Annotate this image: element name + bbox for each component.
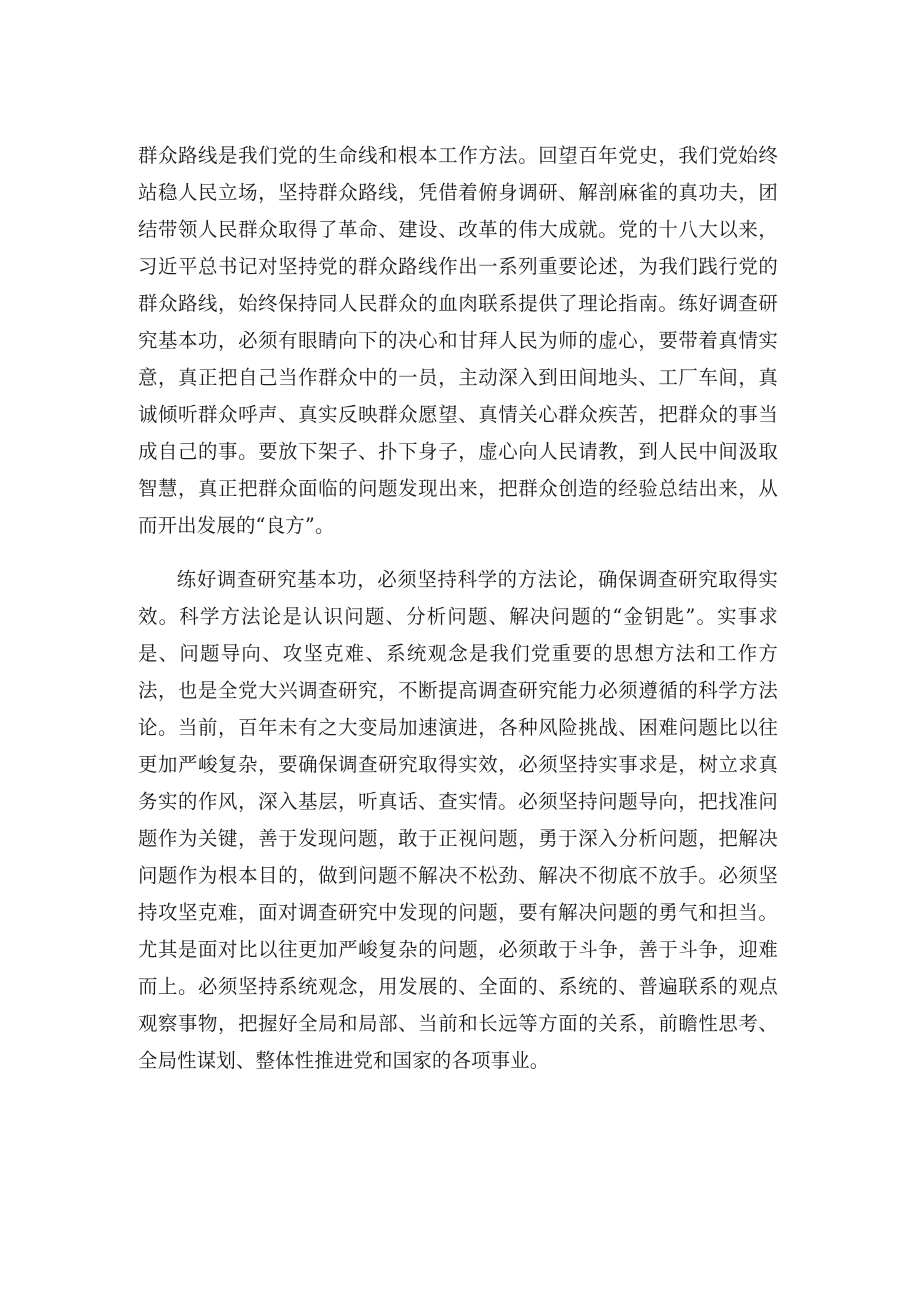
- document-body: [138, 137, 778, 1079]
- paragraph-1: 群众路线是我们党的生命线和根本工作方法。回望百年党史，我们党始终站稳人民立场，坚持群众路线，凭借着俯身调研、解剖麻雀的真功夫，团结带领人民群众取得了革命、建设、改革的伟大成就。党的十八大以来，习近平总书记对坚持党的群众路线作出一系列重要论述，为我们践行党的群众路线，始终保持同人民群众的血肉联系提供了理论指南。练好调查研究基本功，必须有眼睛向下的决心和甘拜人民为师的虚心，要带着真情实意，真正把自己当作群众中的一员，主动深入到田间地头、工厂车间，真诚倾听群众呼声、真实反映群众愿望、真情关心群众疾苦，把群众的事当成自己的事。要放下架子、扑下身子，虚心向人民请教，到人民中间汲取智慧，真正把群众面临的问题发现出来，把群众创造的经验总结出来，从而开出发展的“良方”。: [138, 144, 778, 537]
- paragraph-2: 练好调查研究基本功，必须坚持科学的方法论，确保调查研究取得实效。科学方法论是认识问题、分析问题、解决问题的“金钥匙”。实事求是、问题导向、攻坚克难、系统观念是我们党重要的思想方法和工作方法，也是全党大兴调查研究，不断提高调查研究能力必须遵循的科学方法论。当前，百年未有之大变局加速演进，各种风险挑战、困难问题比以往更加严峻复杂，要确保调查研究取得实效，必须坚持实事求是，树立求真务实的作风，深入基层，听真话、查实情。必须坚持问题导向，把找准问题作为关键，善于发现问题，敢于正视问题，勇于深入分析问题，把解决问题作为根本目的，做到问题不解决不松劲、解决不彻底不放手。必须坚持攻坚克难，面对调查研究中发现的问题，要有解决问题的勇气和担当。尤其是面对比以往更加严峻复杂的问题，必须敢于斗争，善于斗争，迎难而上。必须坚持系统观念，用发展的、全面的、系统的、普遍联系的观点观察事物，把握好全局和局部、当前和长远等方面的关系，前瞻性思考、全局性谋划、整体性推进党和国家的各项事业。: [138, 568, 778, 1072]
